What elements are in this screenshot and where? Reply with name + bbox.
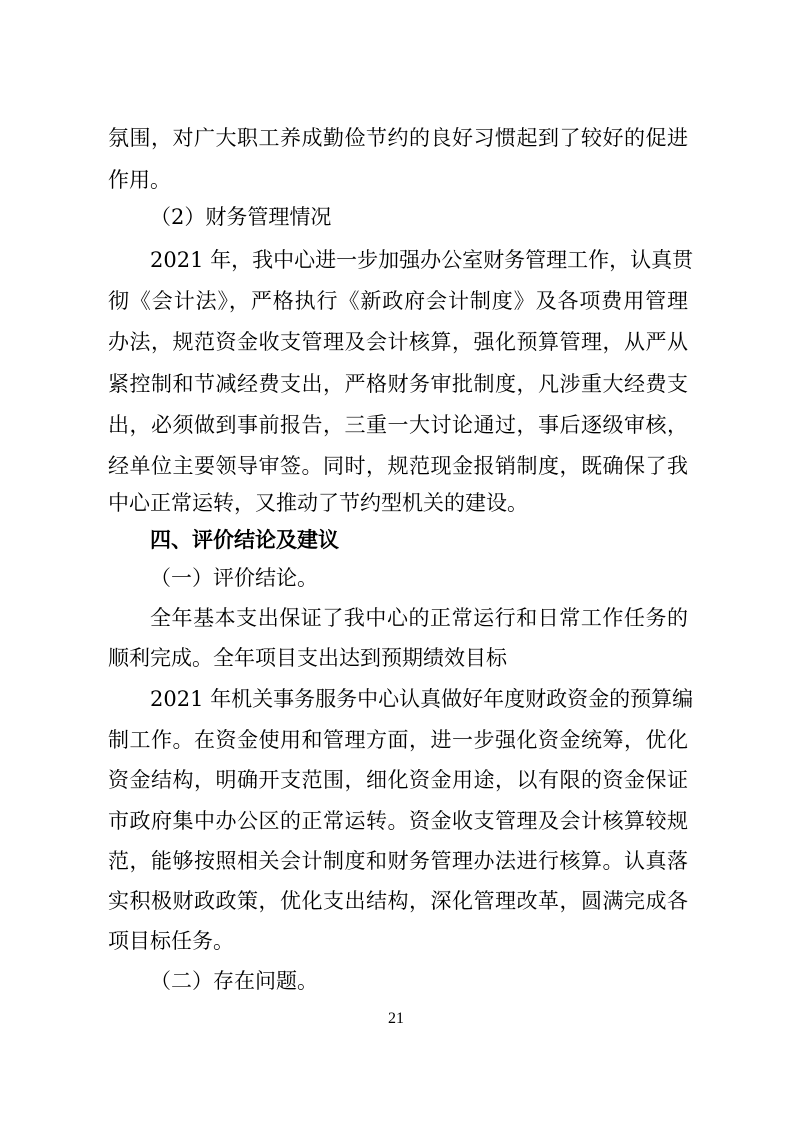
subsection-heading: （一）评价结论。 xyxy=(150,566,318,590)
text-line: 项目标任务。 xyxy=(108,929,234,953)
text-line: 办法，规范资金收支管理及会计核算，强化预算管理，从严从 xyxy=(108,330,688,354)
page-number: 21 xyxy=(388,1010,404,1027)
paragraph-first-line: 全年基本支出保证了我中心的正常运行和日常工作任务的 xyxy=(150,606,688,630)
text-line: 市政府集中办公区的正常运转。资金收支管理及会计核算较规 xyxy=(108,809,688,833)
text-line: 经单位主要领导审签。同时，规范现金报销制度，既确保了我 xyxy=(108,454,688,478)
subsection-heading: （二）存在问题。 xyxy=(150,969,318,993)
text-line: 制工作。在资金使用和管理方面，进一步强化资金统筹，优化 xyxy=(108,728,688,752)
section-heading: （2）财务管理情况 xyxy=(150,205,332,229)
text-line: 实积极财政政策，优化支出结构，深化管理改革，圆满完成各 xyxy=(108,889,688,913)
text-line: 资金结构，明确开支范围，细化资金用途，以有限的资金保证 xyxy=(108,768,688,792)
paragraph-first-line: 2021 年机关事务服务中心认真做好年度财政资金的预算编 xyxy=(150,687,694,711)
section-heading-bold: 四、评价结论及建议 xyxy=(150,527,339,552)
text-line: 顺利完成。全年项目支出达到预期绩效目标 xyxy=(108,646,507,670)
text-line: 范，能够按照相关会计制度和财务管理办法进行核算。认真落 xyxy=(108,849,688,873)
text-line: 彻《会计法》，严格执行《新政府会计制度》及各项费用管理 xyxy=(108,289,688,313)
text-line: 作用。 xyxy=(108,168,171,192)
text-line: 氛围，对广大职工养成勤俭节约的良好习惯起到了较好的促进 xyxy=(108,126,688,150)
text-line: 中心正常运转，又推动了节约型机关的建设。 xyxy=(108,491,528,515)
paragraph-first-line: 2021 年，我中心进一步加强办公室财务管理工作，认真贯 xyxy=(150,248,694,272)
text-line: 紧控制和节减经费支出，严格财务审批制度，凡涉重大经费支 xyxy=(108,372,688,396)
text-line: 出，必须做到事前报告，三重一大讨论通过，事后逐级审核， xyxy=(108,413,688,437)
